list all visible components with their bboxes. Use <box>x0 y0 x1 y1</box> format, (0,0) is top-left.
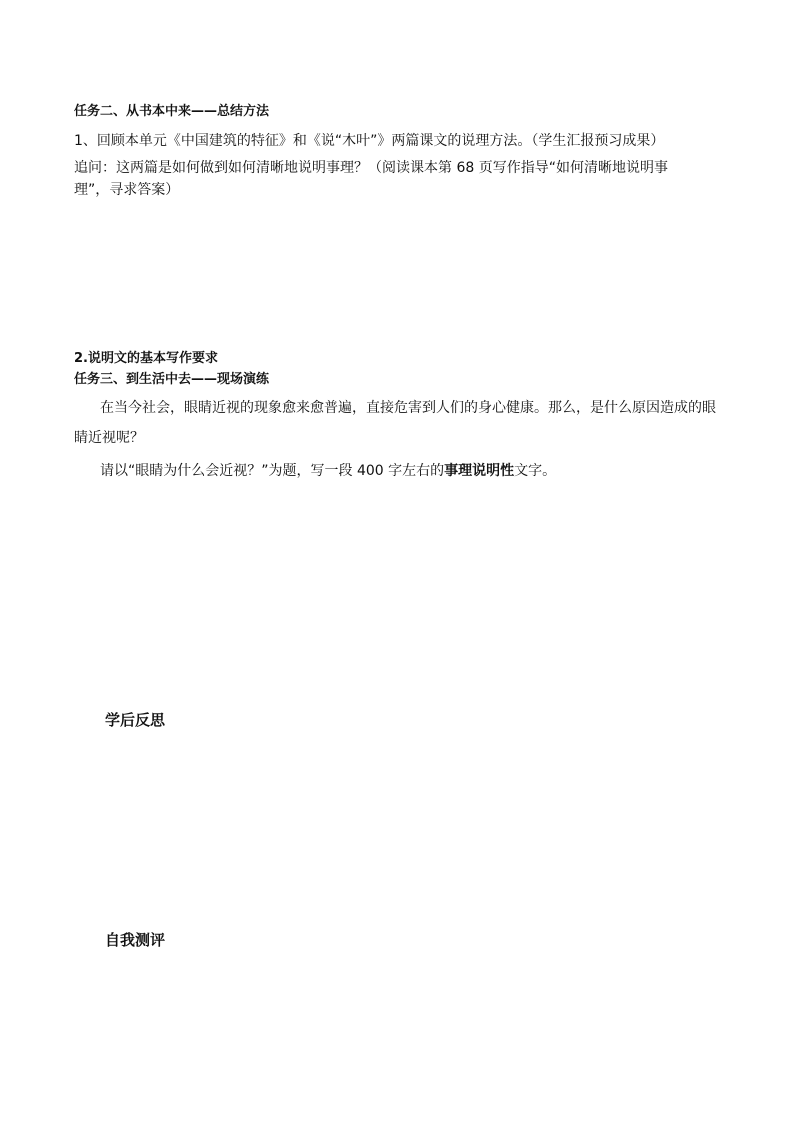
task3-para1-line1: 在当今社会，眼睛近视的现象愈来愈普遍，直接危害到人们的身心健康。那么，是什么原因造成的眼 <box>100 400 716 416</box>
task2-item2: 2.说明文的基本写作要求 <box>74 351 218 366</box>
task3-para2-bold: 事理说明性 <box>444 463 515 479</box>
task3-para2-suffix: 文字。 <box>514 463 557 479</box>
task3-para1-line2: 睛近视呢？ <box>74 430 144 446</box>
task2-item1-line1: 1、回顾本单元《中国建筑的特征》和《说“木叶”》两篇课文的说理方法。（学生汇报预习成果） <box>74 133 665 149</box>
task2-item1-line2: 追问：这两篇是如何做到如何清晰地说明事理？（阅读课本第 68 页写作指导“如何清晰地说明事 <box>74 160 668 176</box>
task2-item1-line3: 理”，寻求答案） <box>74 182 180 198</box>
task3-para2 <box>100 461 760 481</box>
task3-para2-prefix: 请以“眼睛为什么会近视？”为题，写一段 400 字左右的 <box>100 463 445 479</box>
task3-heading: 任务三、到生活中去——现场演练 <box>74 372 270 387</box>
task2-heading: 任务二、从书本中来——总结方法 <box>74 104 270 119</box>
reflection-title: 学后反思 <box>105 711 166 729</box>
self-eval-title: 自我测评 <box>105 931 166 949</box>
